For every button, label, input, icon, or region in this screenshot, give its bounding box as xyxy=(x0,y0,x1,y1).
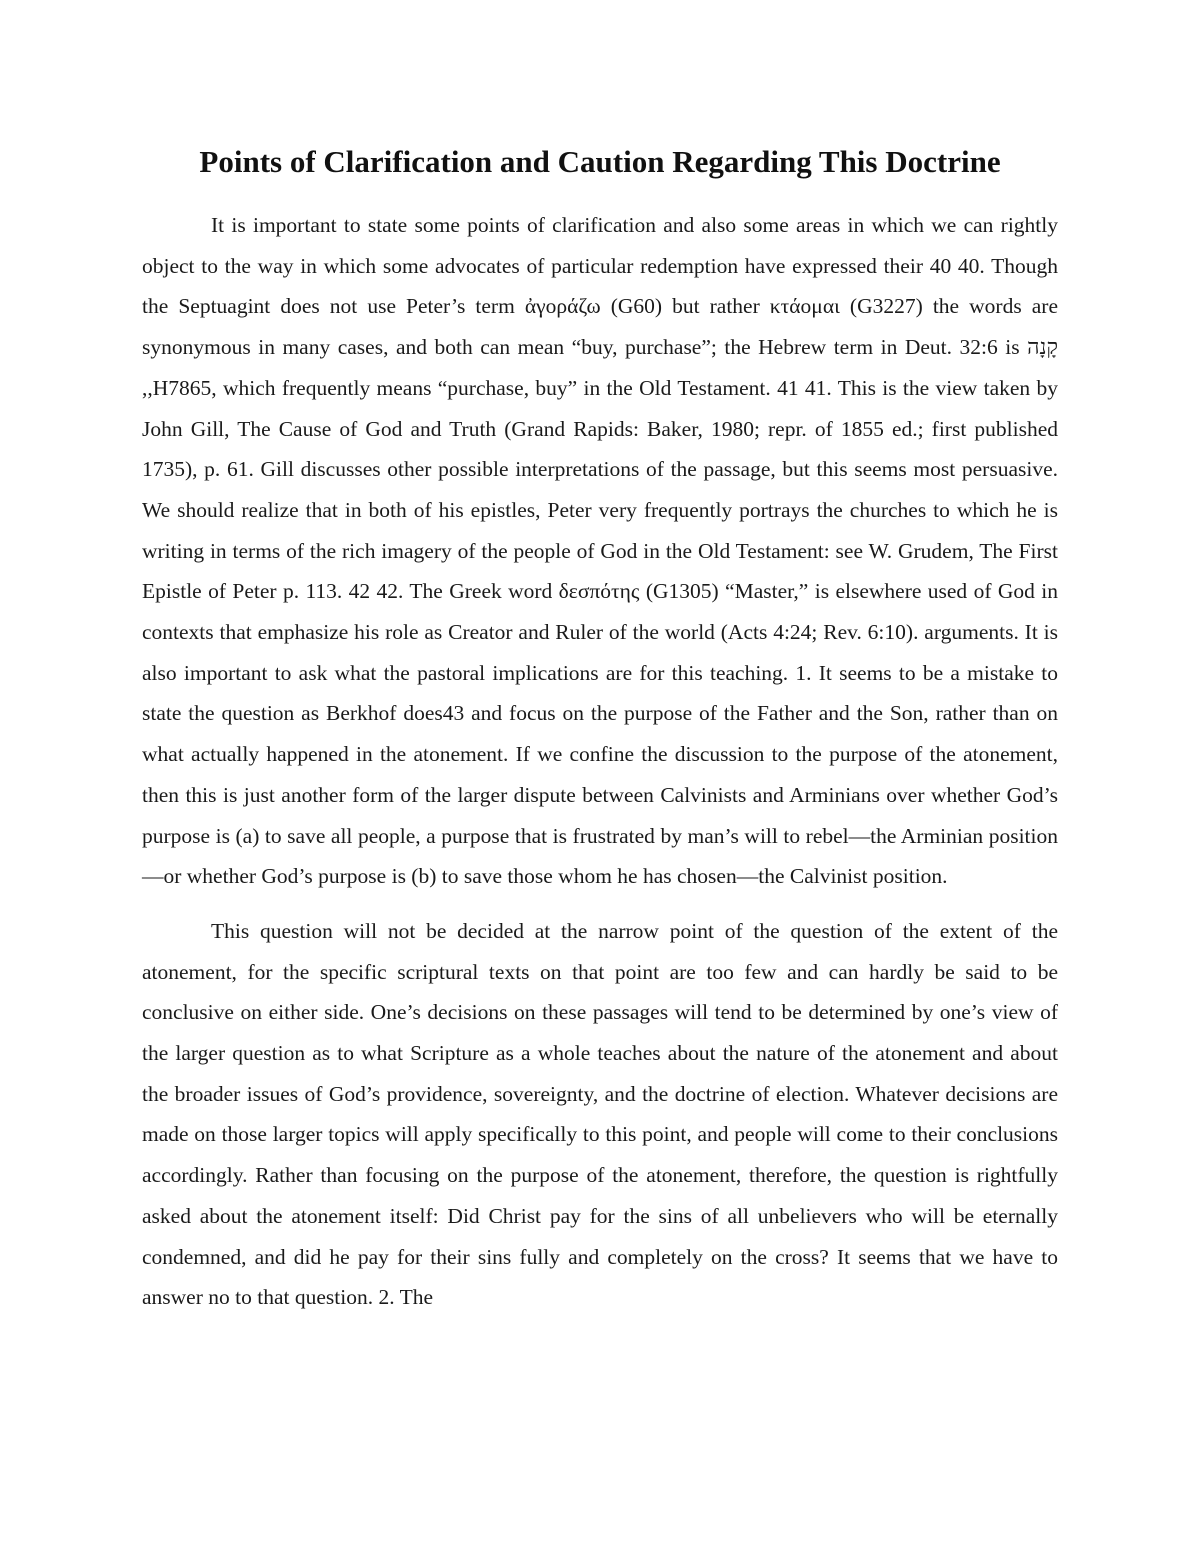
body-text xyxy=(142,205,1058,1318)
paragraph-1: It is important to state some points of clarification and also some areas in which we can rightly object to the way in which some advocates of particular redemption have expressed their 40 40. Though the Septuagint does not use Peter’s term ἀγοράζω (G60) but rather κτάομαι (G3227) the words are synonymous in many cases, and both can mean “buy, purchase”; the Hebrew term in Deut. 32:6 is קָנָה ,,H7865, which frequently means “purchase, buy” in the Old Testament. 41 41. This is the view taken by John Gill, The Cause of God and Truth (Grand Rapids: Baker, 1980; repr. of 1855 ed.; first published 1735), p. 61. Gill discusses other possible interpretations of the passage, but this seems most persuasive. We should realize that in both of his epistles, Peter very frequently portrays the churches to which he is writing in terms of the rich imagery of the people of God in the Old Testament: see W. Grudem, The First Epistle of Peter p. 113. 42 42. The Greek word δεσπότης (G1305) “Master,” is elsewhere used of God in contexts that emphasize his role as Creator and Ruler of the world (Acts 4:24; Rev. 6:10). arguments. It is also important to ask what the pastoral implications are for this teaching. 1. It seems to be a mistake to state the question as Berkhof does43 and focus on the purpose of the Father and the Son, rather than on what actually happened in the atonement. If we confine the discussion to the purpose of the atonement, then this is just another form of the larger dispute between Calvinists and Arminians over whether God’s purpose is (a) to save all people, a purpose that is frustrated by man’s will to rebel—the Arminian position—or whether God’s purpose is (b) to save those whom he has chosen—the Calvinist position. xyxy=(142,213,1058,889)
page-title: Points of Clarification and Caution Regarding This Doctrine xyxy=(199,144,1001,179)
paragraph-2: This question will not be decided at the narrow point of the question of the extent of the atonement, for the specific scriptural texts on that point are too few and can hardly be said to be conclusive on either side. One’s decisions on these passages will tend to be determined by one’s view of the larger question as to what Scripture as a whole teaches about the nature of the atonement and about the broader issues of God’s providence, sovereignty, and the doctrine of election. Whatever decisions are made on those larger topics will apply specifically to this point, and people will come to their conclusions accordingly. Rather than focusing on the purpose of the atonement, therefore, the question is rightfully asked about the atonement itself: Did Christ pay for the sins of all unbelievers who will be eternally condemned, and did he pay for their sins fully and completely on the cross? It seems that we have to answer no to that question. 2. The xyxy=(142,918,1058,1310)
